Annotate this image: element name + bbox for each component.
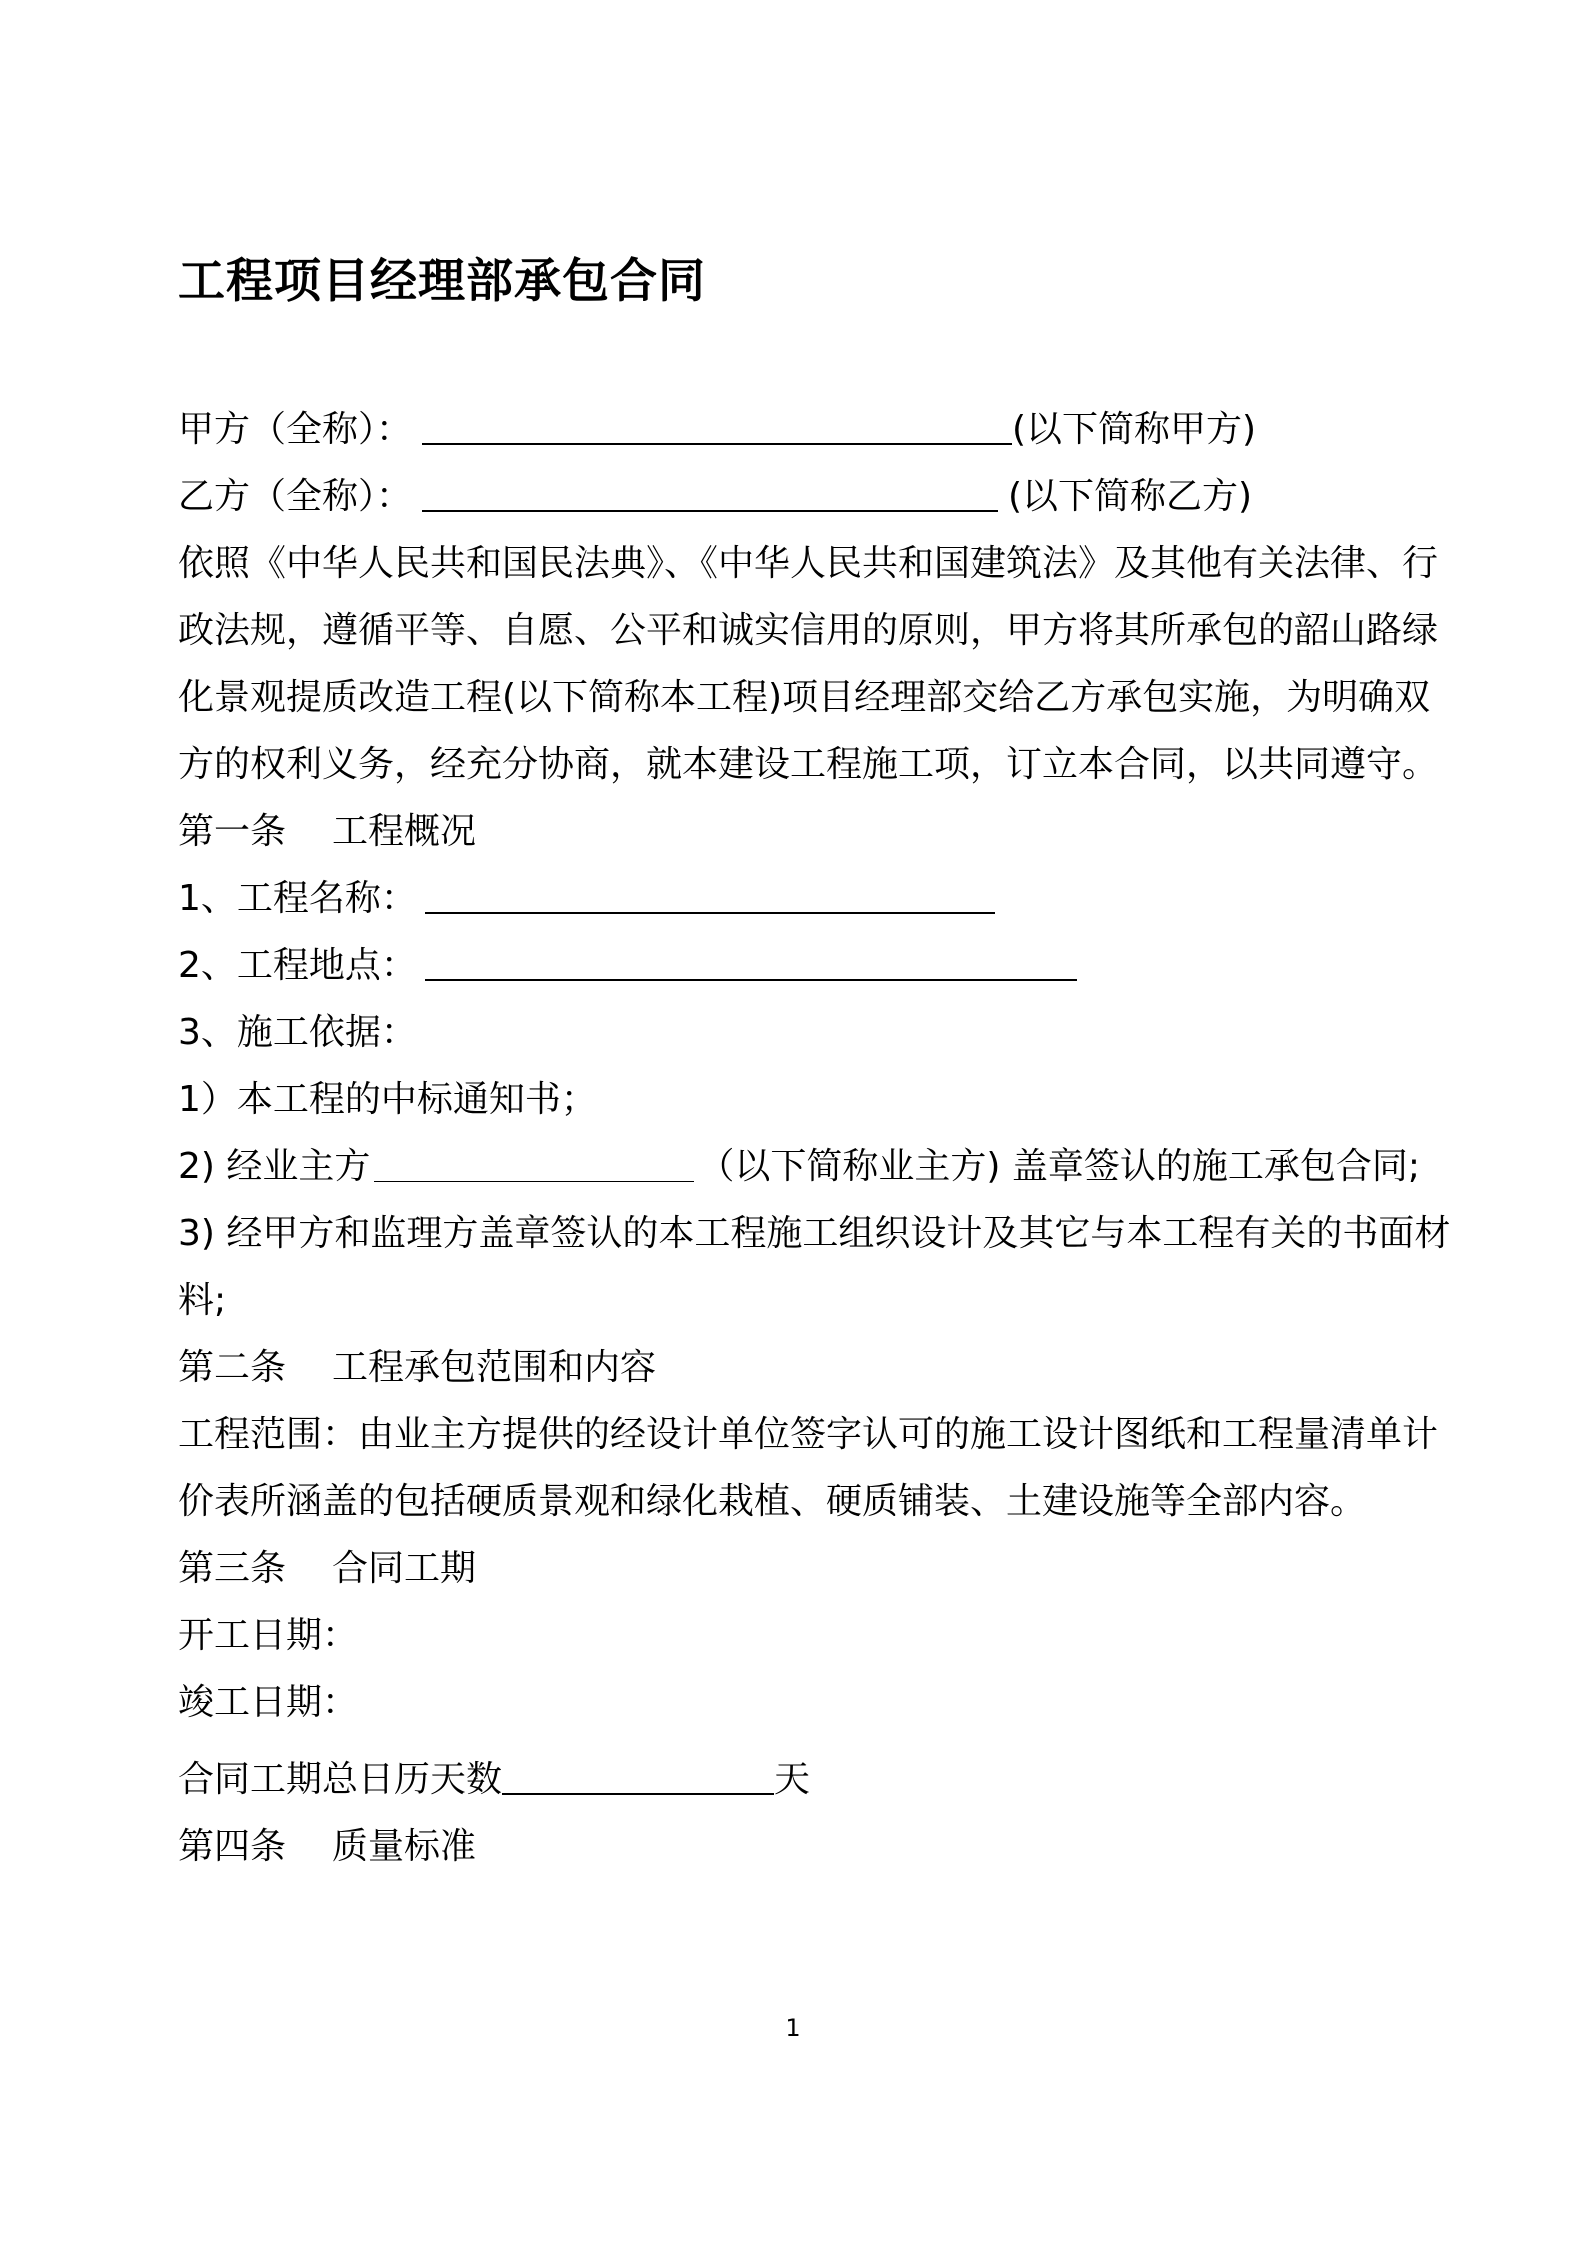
party-a-blank bbox=[422, 403, 1012, 445]
project-location-label: 2、工程地点： bbox=[178, 945, 417, 986]
basis-item-2 bbox=[178, 1133, 1458, 1200]
total-days-blank bbox=[502, 1753, 774, 1795]
total-days-prefix: 合同工期总日历天数 bbox=[178, 1759, 503, 1800]
party-a-line bbox=[178, 396, 1458, 463]
total-days-line bbox=[178, 1746, 1458, 1813]
article-1-title: 工程概况 bbox=[332, 811, 477, 852]
basis-item-1: 1）本工程的中标通知书； bbox=[178, 1079, 597, 1120]
total-days-suffix: 天 bbox=[774, 1759, 811, 1800]
basis-item-3: 3) 经甲方和监理方盖章签认的本工程施工组织设计及其它与本工程有关的书面材料; bbox=[178, 1213, 1451, 1321]
construction-basis-line bbox=[178, 999, 1458, 1066]
owner-blank bbox=[374, 1141, 694, 1182]
article-1-number: 第一条 bbox=[178, 811, 287, 852]
article-3-number: 第三条 bbox=[178, 1548, 287, 1589]
article-4-heading bbox=[178, 1813, 1458, 1880]
party-b-label: 乙方（全称）： bbox=[178, 476, 413, 517]
project-location-line bbox=[178, 932, 1458, 999]
project-name-blank bbox=[425, 872, 995, 914]
project-name-label: 1、工程名称： bbox=[178, 878, 417, 919]
article-3-title: 合同工期 bbox=[332, 1548, 477, 1589]
party-b-line bbox=[178, 463, 1458, 530]
document-body bbox=[178, 396, 1458, 1880]
article-1-heading bbox=[178, 798, 1458, 865]
preamble-paragraph: 依照《中华人民共和国民法典》、《中华人民共和国建筑法》及其他有关法律、行政法规，遵循平等、自愿、公平和诚实信用的原则，甲方将其所承包的韶山路绿化景观提质改造工程(以下简称本工程)项目经理部交给乙方承包实施，为明确双方的权利义务，经充分协商，就本建设工程施工项，订立本合同，以共同遵守。 bbox=[178, 543, 1439, 785]
party-b-suffix: (以下简称乙方) bbox=[1008, 476, 1253, 517]
completion-date-label: 竣工日期： bbox=[178, 1682, 359, 1723]
scope-paragraph: 工程范围：由业主方提供的经设计单位签字认可的施工设计图纸和工程量清单计价表所涵盖的包括硬质景观和绿化栽植、硬质铺装、土建设施等全部内容。 bbox=[178, 1414, 1439, 1522]
start-date-line bbox=[178, 1602, 1458, 1669]
article-4-number: 第四条 bbox=[178, 1826, 287, 1867]
project-name-line bbox=[178, 865, 1458, 932]
document-title: 工程项目经理部承包合同 bbox=[178, 254, 706, 309]
article-2-number: 第二条 bbox=[178, 1347, 287, 1388]
party-a-suffix: (以下简称甲方) bbox=[1012, 409, 1257, 450]
completion-date-line bbox=[178, 1669, 1458, 1746]
article-2-heading bbox=[178, 1334, 1458, 1401]
article-4-title: 质量标准 bbox=[332, 1826, 477, 1867]
basis-item-2-prefix: 2) 经业主方 bbox=[178, 1146, 371, 1187]
project-location-blank bbox=[425, 939, 1077, 981]
article-2-title: 工程承包范围和内容 bbox=[332, 1347, 657, 1388]
start-date-label: 开工日期： bbox=[178, 1615, 359, 1656]
construction-basis-label: 3、施工依据： bbox=[178, 1012, 417, 1053]
article-3-heading bbox=[178, 1535, 1458, 1602]
party-b-blank bbox=[422, 470, 998, 512]
page-number: 1 bbox=[785, 2014, 801, 2042]
party-a-label: 甲方（全称）： bbox=[178, 409, 413, 450]
basis-item-2-suffix: （以下简称业主方) 盖章签认的施工承包合同; bbox=[698, 1146, 1421, 1187]
